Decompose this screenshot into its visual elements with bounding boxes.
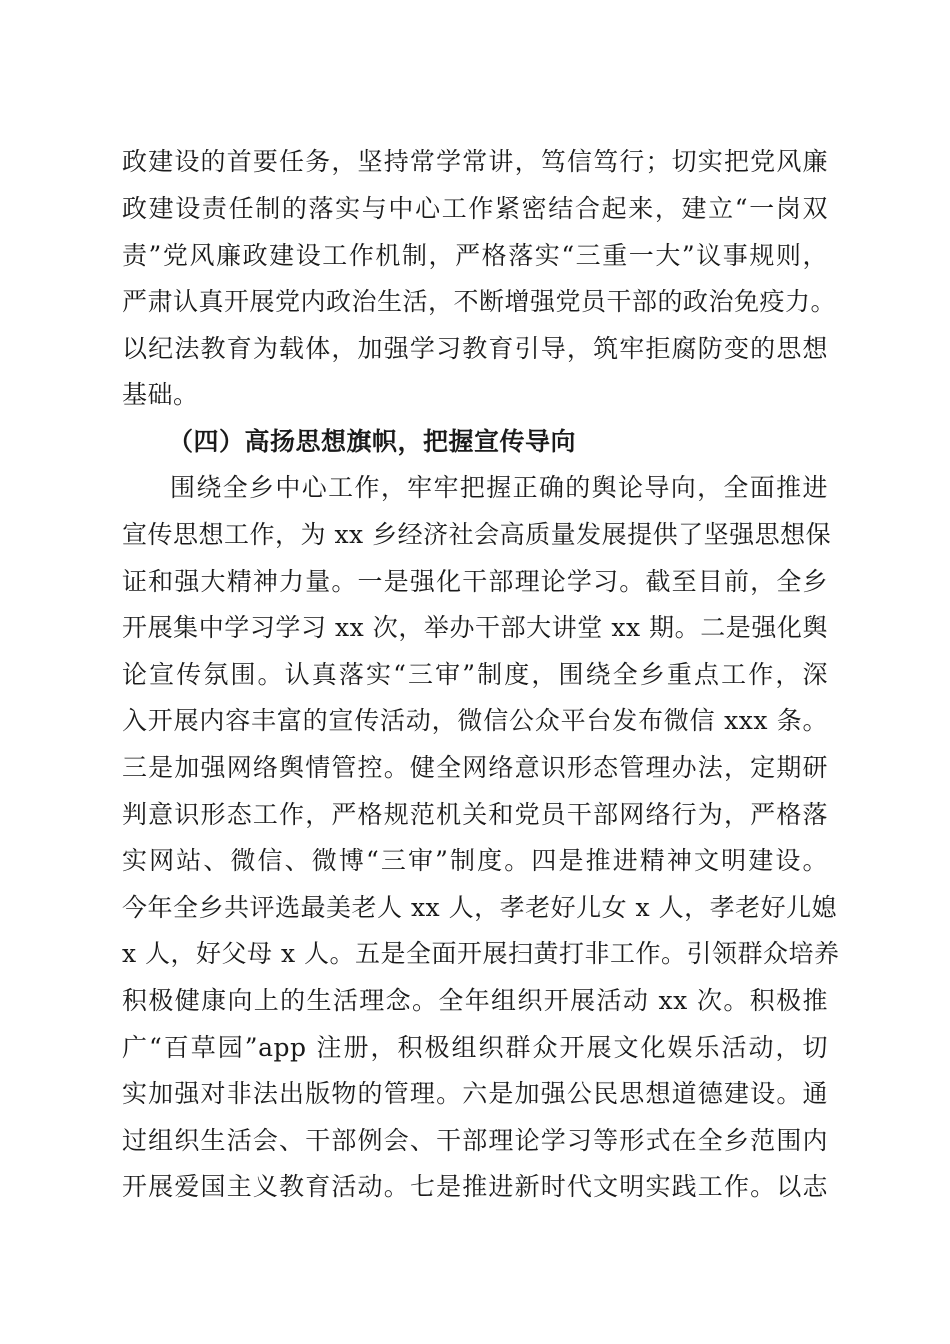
paragraph2-line: 实网站、微信、微博“三审”制度。四是推进精神文明建设。 [122, 846, 828, 875]
paragraph1-line: 以纪法教育为载体，加强学习教育引导，筑牢拒腐防变的思想 [122, 334, 828, 363]
paragraph2-line: 宣传思想工作，为 xx 乡经济社会高质量发展提供了坚强思想保 [122, 520, 832, 549]
paragraph2-line: 开展集中学习学习 xx 次，举办干部大讲堂 xx 期。二是强化舆 [122, 613, 828, 642]
paragraph2-line: 三是加强网络舆情管控。健全网络意识形态管理办法，定期研 [122, 753, 828, 782]
paragraph1-line: 政建设责任制的落实与中心工作紧密结合起来，建立“一岗双 [122, 194, 828, 223]
paragraph1-line: 政建设的首要任务，坚持常学常讲，笃信笃行；切实把党风廉 [122, 147, 828, 176]
paragraph2-line: 围绕全乡中心工作，牢牢把握正确的舆论导向，全面推进 [170, 473, 828, 502]
paragraph1-line: 责”党风廉政建设工作机制，严格落实“三重一大”议事规则， [122, 241, 828, 270]
paragraph2-line: 入开展内容丰富的宣传活动，微信公众平台发布微信 xxx 条。 [122, 706, 828, 735]
paragraph1-line: 基础。 [122, 380, 199, 409]
paragraph2-line: 过组织生活会、干部例会、干部理论学习等形式在全乡范围内 [122, 1126, 828, 1155]
paragraph2-line: 开展爱国主义教育活动。七是推进新时代文明实践工作。以志 [122, 1172, 828, 1201]
paragraph2-line: 证和强大精神力量。一是强化干部理论学习。截至目前，全乡 [122, 567, 828, 596]
section-heading: （四）高扬思想旗帜，把握宣传导向 [168, 427, 577, 456]
paragraph2-line: 今年全乡共评选最美老人 xx 人，孝老好儿女 x 人，孝老好儿媳 [122, 893, 838, 922]
paragraph2-line: 论宣传氛围。认真落实“三审”制度，围绕全乡重点工作，深 [122, 660, 828, 689]
paragraph1-line: 严肃认真开展党内政治生活，不断增强党员干部的政治免疫力。 [122, 287, 837, 316]
paragraph2-line: x 人，好父母 x 人。五是全面开展扫黄打非工作。引领群众培养 [122, 939, 840, 968]
paragraph2-line: 判意识形态工作，严格规范机关和党员干部网络行为，严格落 [122, 800, 828, 829]
paragraph2-line: 广“百草园”app 注册，积极组织群众开展文化娱乐活动，切 [122, 1033, 828, 1062]
paragraph2-line: 实加强对非法出版物的管理。六是加强公民思想道德建设。通 [122, 1079, 828, 1108]
paragraph2-line: 积极健康向上的生活理念。全年组织开展活动 xx 次。积极推 [122, 986, 828, 1015]
